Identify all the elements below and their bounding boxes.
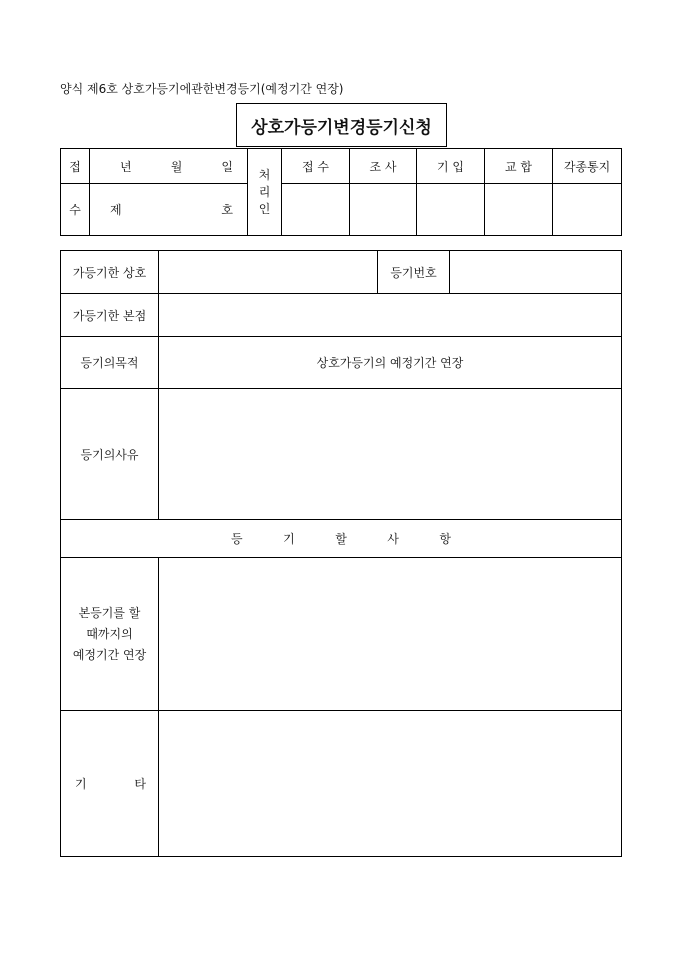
application-table	[60, 250, 622, 857]
receipt-table	[60, 148, 622, 236]
step-box-verify[interactable]	[485, 184, 553, 236]
other-field[interactable]	[159, 711, 622, 857]
extension-field[interactable]	[159, 558, 622, 711]
head-office-field[interactable]	[159, 294, 622, 337]
receipt-label-top: 접	[61, 149, 90, 184]
number-prefix: 제	[110, 203, 122, 217]
section-title-char-4: 사	[387, 532, 399, 546]
purpose-label: 등기의목적	[61, 337, 159, 389]
step-box-receipt[interactable]	[282, 184, 350, 236]
processor-char-1: 처	[258, 167, 271, 182]
head-office-label: 가등기한 본점	[61, 294, 159, 337]
other-label	[61, 711, 159, 857]
step-header-verify: 교 합	[485, 149, 553, 184]
reason-field[interactable]	[159, 389, 622, 520]
other-label-char-1: 기	[75, 777, 87, 791]
section-title	[61, 520, 622, 558]
purpose-field[interactable]: 상호가등기의 예정기간 연장	[159, 337, 622, 389]
processor-char-3: 인	[258, 201, 271, 216]
receipt-label-bottom: 수	[61, 184, 90, 236]
step-header-notice: 각종통지	[553, 149, 622, 184]
date-year: 년	[120, 159, 132, 174]
section-title-char-3: 할	[335, 532, 347, 546]
extension-label	[61, 558, 159, 711]
form-title-text: 상호가등기변경등기신청	[251, 117, 432, 138]
reg-number-field[interactable]	[450, 251, 622, 294]
step-box-entry[interactable]	[417, 184, 485, 236]
extension-label-line-2: 때까지의	[86, 626, 133, 641]
processor-label	[248, 149, 282, 236]
extension-label-line-1: 본등기를 할	[78, 605, 141, 620]
date-month: 월	[170, 159, 183, 174]
form-number: 양식 제6호 상호가등기에관한변경등기(예정기간 연장)	[60, 82, 344, 96]
section-title-char-1: 등	[231, 532, 243, 546]
step-header-entry: 기 입	[417, 149, 485, 184]
reg-number-label: 등기번호	[378, 251, 450, 294]
form-title	[236, 103, 447, 147]
step-header-review: 조 사	[350, 149, 417, 184]
step-box-review[interactable]	[350, 184, 417, 236]
date-day: 일	[221, 159, 233, 174]
processor-char-2: 리	[258, 184, 271, 199]
step-box-notice[interactable]	[553, 184, 622, 236]
section-title-char-2: 기	[283, 532, 295, 546]
reason-label: 등기의사유	[61, 389, 159, 520]
other-label-char-2: 타	[134, 777, 146, 791]
trade-name-label: 가등기한 상호	[61, 251, 159, 294]
receipt-date-cell[interactable]	[90, 149, 248, 184]
extension-label-line-3: 예정기간 연장	[72, 647, 147, 662]
receipt-number-cell[interactable]	[90, 184, 248, 236]
step-header-receipt: 접 수	[282, 149, 350, 184]
section-title-char-5: 항	[439, 532, 451, 546]
number-suffix: 호	[221, 203, 233, 217]
trade-name-field[interactable]	[159, 251, 378, 294]
